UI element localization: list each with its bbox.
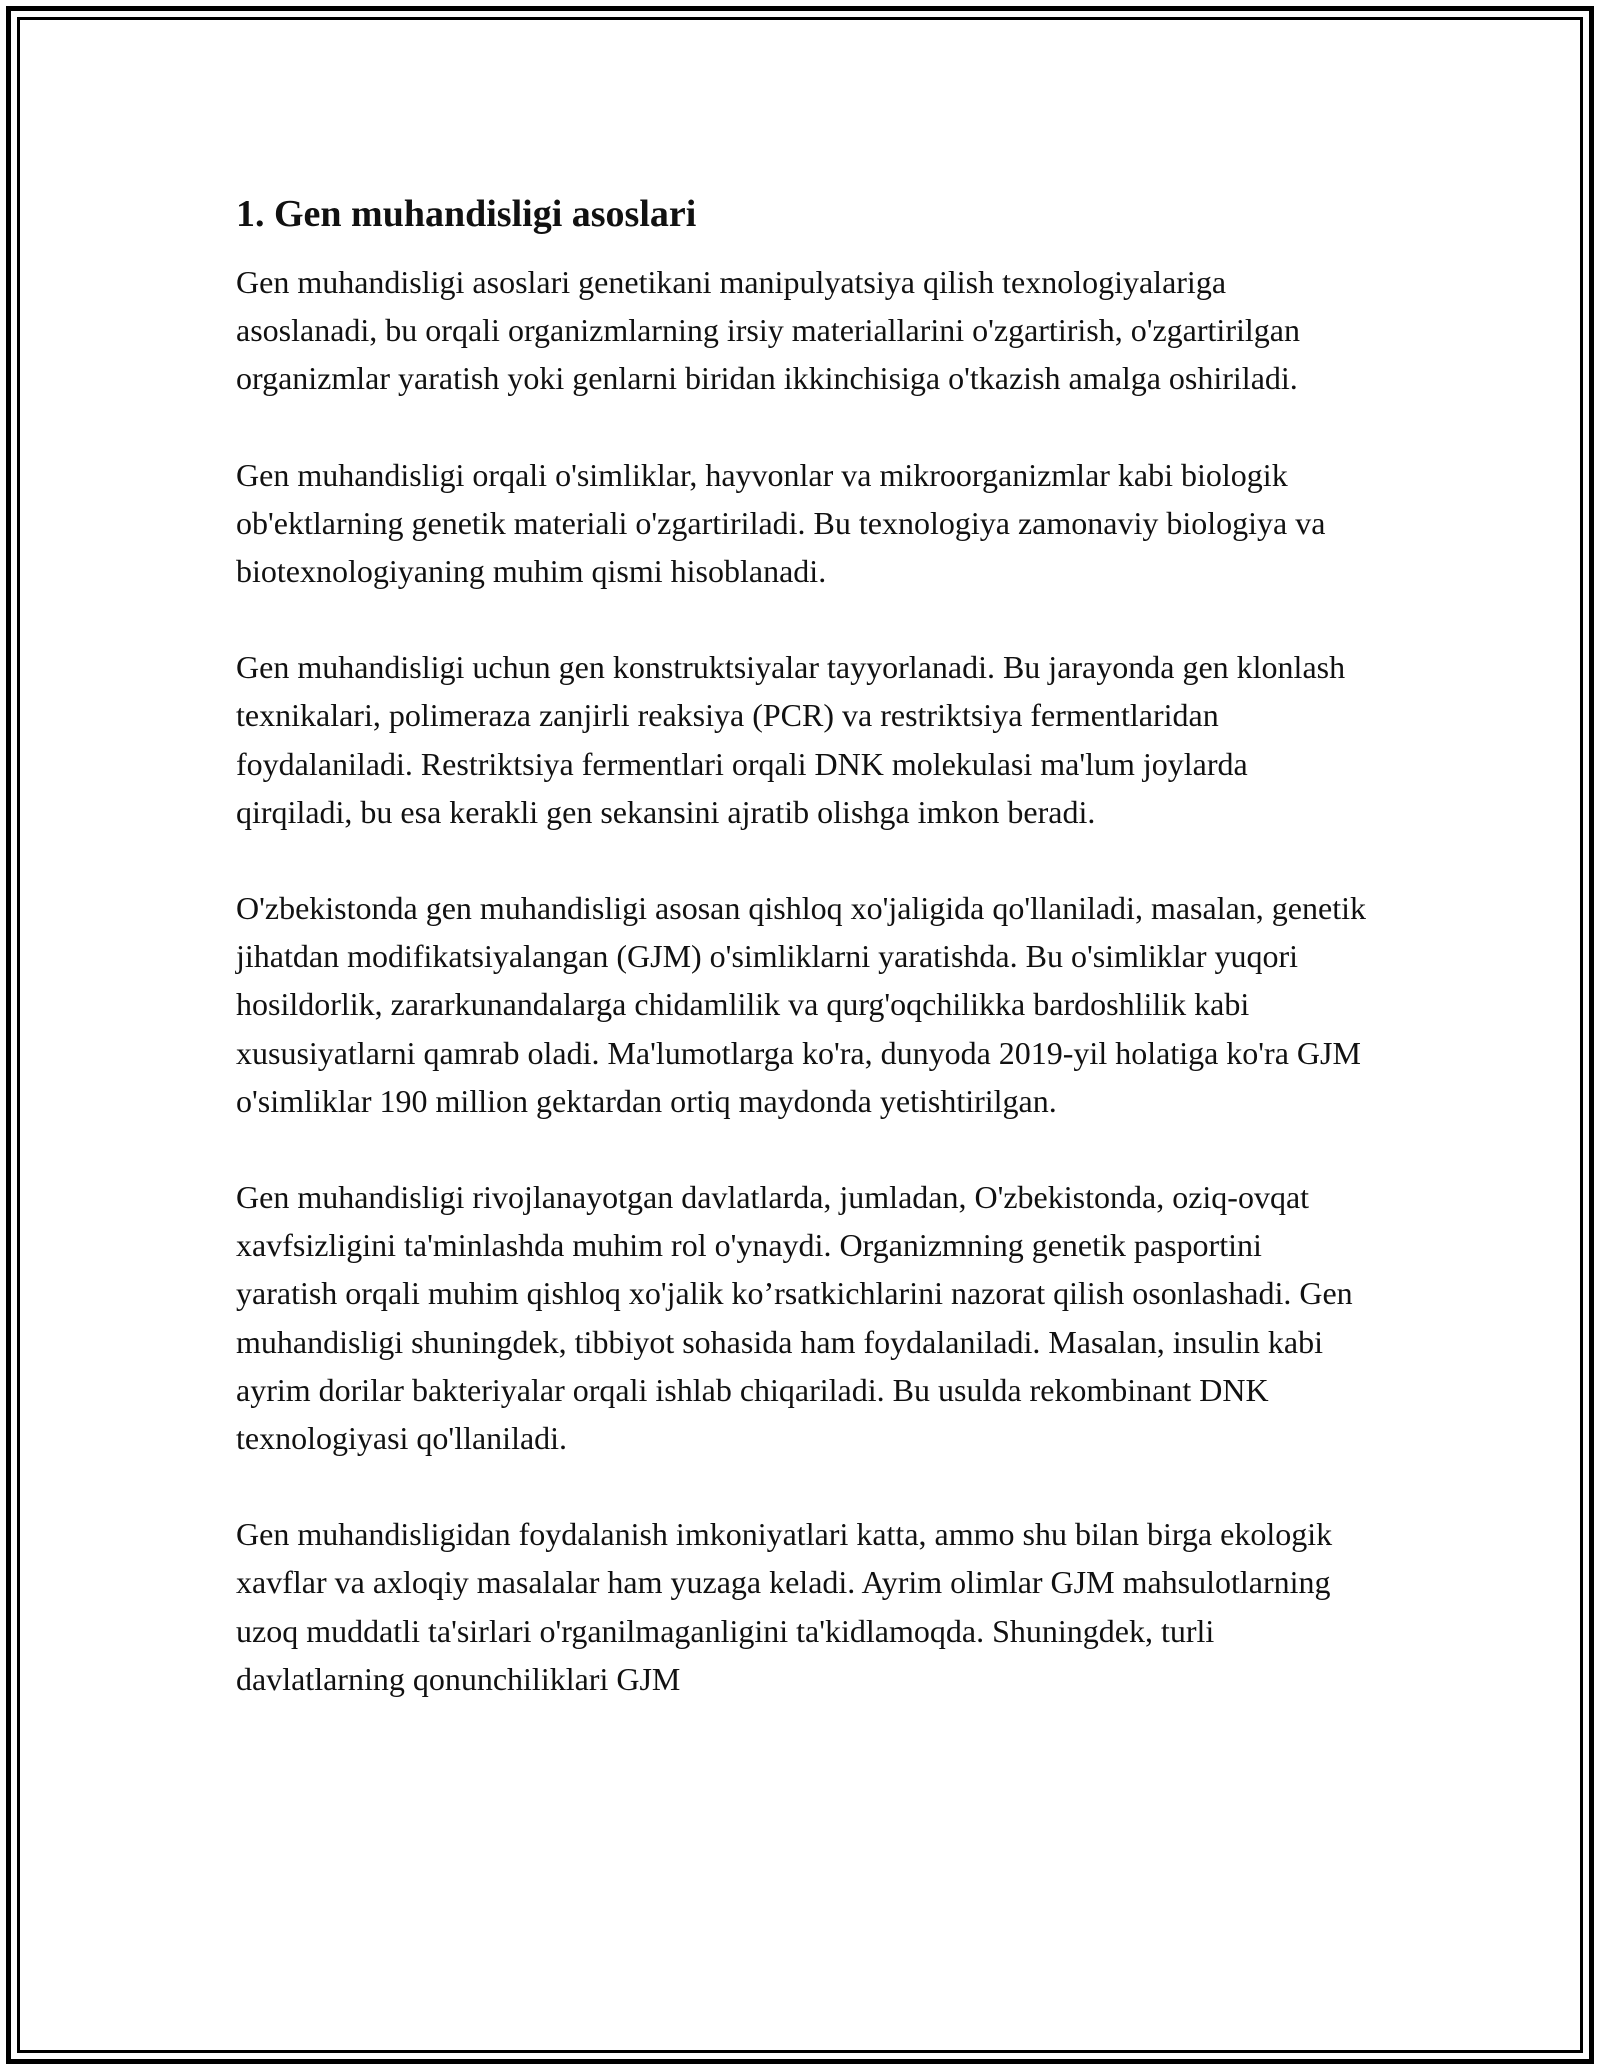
paragraph-3: Gen muhandisligi uchun gen konstruktsiyalar tayyorlanadi. Bu jarayonda gen klonlash texnikalari, polimeraza zanjirli reaksiya (PCR) va restriktsiya fermentlaridan foydalaniladi. Restriktsiya fermentlari orqali DNK molekulasi ma'lum joylarda qirqiladi, bu esa kerakli gen sekansini ajratib olishga imkon beradi. (236, 649, 1346, 830)
paragraph-1: Gen muhandisligi asoslari genetikani manipulyatsiya qilish texnologiyalariga asoslanadi, bu orqali organizmlarning irsiy materiallarini o'zgartirish, o'zgartirilgan organizmlar yaratish yoki genlarni biridan ikkinchisiga o'tkazish amalga oshiriladi. (236, 264, 1300, 397)
document-body (236, 186, 1366, 1751)
paragraph-2: Gen muhandisligi orqali o'simliklar, hayvonlar va mikroorganizmlar kabi biologik ob'ektlarning genetik materiali o'zgartiriladi. Bu texnologiya zamonaviy biologiya va biotexnologiyaning muhim qismi hisoblanadi. (236, 456, 1326, 590)
section-heading: 1. Gen muhandisligi asoslari (236, 193, 697, 235)
paragraph-4: O'zbekistonda gen muhandisligi asosan qishloq xo'jaligida qo'llaniladi, masalan, genetik jihatdan modifikatsiyalangan (GJM) o'simliklarni yaratishda. Bu o'simliklar yuqori hosildorlik, zararkunandalarga chidamlilik va qurg'oqchilikka bardoshlilik kabi xususiyatlarni qamrab oladi. Ma'lumotlarga ko'ra, dunyoda 2019-yil holatiga ko'ra GJM o'simliklar 190 million gektardan ortiq maydonda yetishtirilgan. (236, 890, 1366, 1119)
paragraph-6: Gen muhandisligidan foydalanish imkoniyatlari katta, ammo shu bilan birga ekologik xavflar va axloqiy masalalar ham yuzaga keladi. Ayrim olimlar GJM mahsulotlarning uzoq muddatli ta'sirlari o'rganilmaganligini ta'kidlamoqda. Shuningdek, turli davlatlarning qonunchiliklari GJM (236, 1516, 1333, 1697)
paragraph-5: Gen muhandisligi rivojlanayotgan davlatlarda, jumladan, O'zbekistonda, oziq-ovqat xavfsizligini ta'minlashda muhim rol o'ynaydi. Organizmning genetik pasportini yaratish orqali muhim qishloq xo'jalik ko’rsatkichlarini nazorat qilish osonlashadi. Gen muhandisligi shuningdek, tibbiyot sohasida ham foydalaniladi. Masalan, insulin kabi ayrim dorilar bakteriyalar orqali ishlab chiqariladi. Bu usulda rekombinant DNK texnologiyasi qo'llaniladi. (236, 1179, 1353, 1457)
